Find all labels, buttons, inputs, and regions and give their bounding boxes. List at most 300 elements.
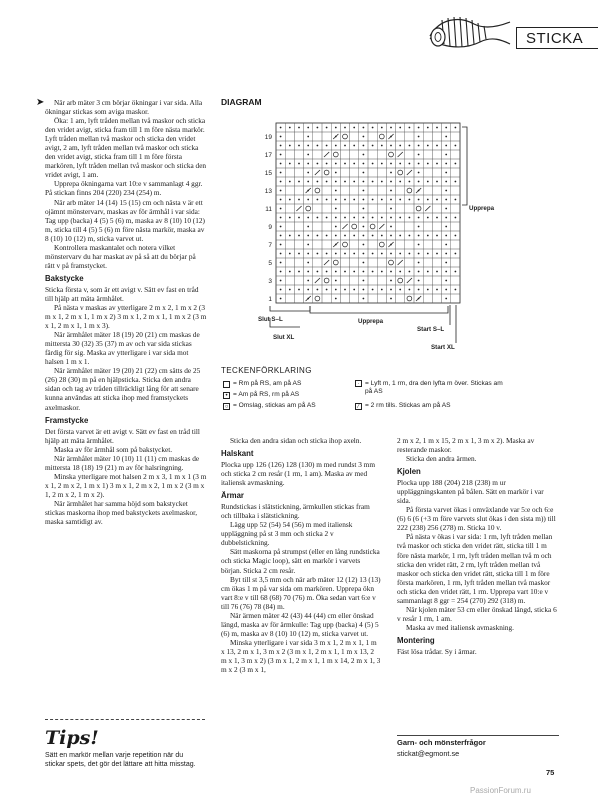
decrease-symbol (306, 188, 311, 193)
purl-dot (372, 127, 374, 129)
purl-dot (307, 127, 309, 129)
chart-cell (377, 294, 386, 303)
purl-dot (353, 127, 355, 129)
chart-cell (340, 186, 349, 195)
chart-cell (313, 258, 322, 267)
purl-dot (455, 127, 457, 129)
footer-email[interactable]: stickat@egmont.se (397, 749, 460, 758)
diagram-title: DIAGRAM (221, 97, 262, 107)
yarnover-symbol (306, 206, 311, 211)
purl-dot (418, 136, 420, 138)
purl-dot (445, 244, 447, 246)
yarnover-symbol (379, 134, 384, 139)
purl-dot (307, 181, 309, 183)
paragraph: När ärmhålet har samma höjd som bakstycket stickas maskorna ihop med bakstyckets axelmaskor, maska samtidigt av. (45, 498, 198, 527)
paragraph: När ärmhålet mäter 10 (10) 11 (11) cm maskas de mittersta 18 (18) 19 (21) m av för halsringning. (45, 453, 200, 472)
chart-cell (368, 294, 377, 303)
purl-dot (335, 127, 337, 129)
purl-dot (280, 199, 282, 201)
purl-dot (418, 127, 420, 129)
purl-dot (307, 280, 309, 282)
chart-cell (350, 276, 359, 285)
footer-heading: Garn- och mönsterfrågor (397, 738, 486, 747)
chart-cell (423, 258, 432, 267)
chart-cell (396, 186, 405, 195)
chart-cell (294, 132, 303, 141)
page-number: 75 (546, 768, 555, 777)
purl-dot (445, 136, 447, 138)
purl-dot (335, 163, 337, 165)
chart-cell (396, 132, 405, 141)
purl-dot (298, 145, 300, 147)
purl-dot (307, 199, 309, 201)
chart-cell (350, 294, 359, 303)
chart-cell (322, 132, 331, 141)
purl-dot (363, 127, 365, 129)
purl-dot (381, 289, 383, 291)
bracket-upprepa (310, 306, 448, 313)
chart-cell (423, 276, 432, 285)
purl-dot (390, 271, 392, 273)
continue-arrow-icon: ➤ (36, 97, 45, 108)
watermark: PassionForum.ru (470, 786, 531, 795)
purl-dot (418, 154, 420, 156)
purl-dot (335, 271, 337, 273)
decrease-symbol (398, 152, 403, 157)
chart-cell (432, 258, 441, 267)
tips-divider (45, 719, 205, 720)
chart-cell (432, 204, 441, 213)
tips-heading: Tips! (45, 727, 99, 749)
purl-dot (280, 253, 282, 255)
purl-dot (445, 262, 447, 264)
paragraph: Minska ytterligare mot halsen 2 m x 3, 1 m x 1 (3 m x 1, 2 m x 2, 1 m x 1) 3 m x 1, 2 m x 2, 1 m x 2 (3 m x 1, 2 m x 2, 1 m x 2). (45, 471, 207, 499)
decrease-symbol (379, 224, 384, 229)
purl-dot (353, 145, 355, 147)
chart-cell (396, 294, 405, 303)
purl-dot (436, 163, 438, 165)
chart-cell (405, 240, 414, 249)
purl-dot (418, 280, 420, 282)
purl-dot (445, 208, 447, 210)
chart-cell (340, 204, 349, 213)
purl-dot (372, 163, 374, 165)
chart-cell (368, 150, 377, 159)
chart-cell (396, 240, 405, 249)
purl-dot (280, 244, 282, 246)
purl-dot (409, 253, 411, 255)
purl-dot (445, 163, 447, 165)
purl-dot (353, 199, 355, 201)
purl-dot (445, 271, 447, 273)
chart-cell (405, 222, 414, 231)
purl-dot (399, 235, 401, 237)
chart-cell (451, 132, 460, 141)
paragraph: 2 m x 2, 1 m x 15, 2 m x 1, 3 m x 2). Maska av resterande maskor. (397, 436, 535, 455)
purl-dot (326, 217, 328, 219)
purl-dot (280, 271, 282, 273)
heading-framstycke: Framstycke (45, 415, 89, 425)
chart-cell (377, 168, 386, 177)
chart-cell (340, 258, 349, 267)
purl-dot (326, 181, 328, 183)
chart-cell (377, 276, 386, 285)
paragraph: På nästa v ökas i var sida: 1 rm, lyft tråden mellan två maskor och sticka den vridet rätt, sticka till 1 m före nästa markör, 1 rm, lyft tråden mellan två m och sticka den vridet rätt, 2 rm, lyft tråden mellan två maskor och sticka den vridet rätt, sticka till 1 m före första markören, 1 rm, lyft tråden mellan två maskor och sticka den vridet rätt, 1 rm. Upprepa vart 10:e v sammanlagt 8 ggr = 254 (270) 292 (318) m. (397, 532, 553, 605)
chart-cell (405, 204, 414, 213)
chart-cell (350, 150, 359, 159)
purl-dot (445, 235, 447, 237)
purl-dot (280, 163, 282, 165)
chart-cell (368, 186, 377, 195)
purl-dot (280, 262, 282, 264)
purl-dot (399, 181, 401, 183)
purl-dot (409, 235, 411, 237)
yarnover-symbol (398, 170, 403, 175)
chart-cell (313, 132, 322, 141)
purl-dot (289, 253, 291, 255)
purl-dot (326, 253, 328, 255)
chart-cell (313, 150, 322, 159)
yarnover-symbol (324, 278, 329, 283)
purl-dot (409, 289, 411, 291)
chart-cell (313, 240, 322, 249)
chart-cell (340, 276, 349, 285)
chart-cell (377, 258, 386, 267)
purl-dot (353, 253, 355, 255)
yarnover-symbol (379, 242, 384, 247)
chart-cell (423, 168, 432, 177)
k2tog-square-icon: ⁄ (355, 403, 362, 410)
purl-dot (335, 298, 337, 300)
purl-dot (455, 217, 457, 219)
heading-kjolen: Kjolen (397, 467, 421, 477)
legend-item-yarnover: ○ = Omslag, stickas am på AS (224, 402, 316, 410)
chart-cell (368, 276, 377, 285)
purl-dot (280, 280, 282, 282)
column-1 (45, 98, 207, 526)
yarnover-symbol (315, 296, 320, 301)
purl-dot (427, 235, 429, 237)
label-start-sl: Start S–L (417, 326, 445, 333)
purl-dot (353, 181, 355, 183)
chart-cell (294, 294, 303, 303)
purl-dot (335, 253, 337, 255)
purl-dot (335, 172, 337, 174)
purl-dot (445, 127, 447, 129)
paragraph: När kjolen mäter 53 cm eller önskad längd, sticka 6 v resår 1 rm, 1 am. (397, 604, 557, 623)
purl-dot (344, 181, 346, 183)
purl-dot (298, 289, 300, 291)
purl-dot (381, 199, 383, 201)
purl-dot (344, 199, 346, 201)
yarnover-symbol (333, 260, 338, 265)
purl-dot (363, 163, 365, 165)
purl-dot (455, 289, 457, 291)
purl-dot (381, 253, 383, 255)
purl-dot (280, 289, 282, 291)
purl-dot (427, 217, 429, 219)
purl-dot (381, 235, 383, 237)
chart-cell (340, 294, 349, 303)
chart-cell (368, 132, 377, 141)
paragraph: Lägg upp 52 (54) 54 (56) m med italiensk uppläggning på st 3 mm och sticka 2 v dubbelstickning. (221, 520, 353, 548)
chart-cell (294, 168, 303, 177)
purl-dot (390, 190, 392, 192)
purl-dot (344, 163, 346, 165)
decrease-symbol (416, 188, 421, 193)
knitting-chart (230, 113, 495, 353)
purl-dot (326, 199, 328, 201)
row-label: 19 (264, 133, 272, 141)
purl-dot (390, 172, 392, 174)
chart-cell (377, 204, 386, 213)
chart-cell (294, 258, 303, 267)
paragraph: Sätt maskorna på strumpst (eller en lång rundsticka och sticka Magic loop), sätt en markör i varvets början. Sticka 2 cm resår. (221, 547, 380, 575)
chart-cell (350, 240, 359, 249)
purl-dot (335, 289, 337, 291)
purl-dot (280, 127, 282, 129)
purl-dot (436, 253, 438, 255)
decrease-symbol (306, 296, 311, 301)
yarnover-symbol (389, 152, 394, 157)
purl-dot (363, 289, 365, 291)
purl-dot (344, 145, 346, 147)
purl-dot (307, 253, 309, 255)
chart-cell (285, 240, 294, 249)
paragraph: När arb mäter 14 (14) 15 (15) cm och nästa v är ett ojämnt mönstervarv, maskas av för ärmhål i var sida: Tag upp (backa) 4 (5) 5 (6) m, maska av 8 (10) 10 (12) m, sticka till 4 (5) 5 (6) m före nästa markör, maska av 8 (10) 10 (12) m, sticka varvet ut. (45, 197, 205, 243)
chart-cell (377, 186, 386, 195)
heading-armar: Ärmar (221, 491, 244, 501)
purl-dot (445, 280, 447, 282)
chart-cell (451, 150, 460, 159)
purl-dot (317, 181, 319, 183)
chart-cell (285, 204, 294, 213)
chart-cell (285, 258, 294, 267)
purl-dot (335, 226, 337, 228)
purl-dot (372, 181, 374, 183)
purl-dot (335, 199, 337, 201)
purl-dot (372, 235, 374, 237)
chart-cell (405, 132, 414, 141)
chart-cell (405, 150, 414, 159)
repeat-label-right: Upprepa (469, 205, 495, 212)
row-label: 15 (264, 169, 272, 177)
chart-cell (423, 222, 432, 231)
chart-cell (368, 204, 377, 213)
purl-dot (307, 217, 309, 219)
purl-dot (307, 289, 309, 291)
purl-dot (445, 154, 447, 156)
yarnover-symbol (343, 242, 348, 247)
paragraph: När ärmhålet mäter 19 (20) 21 (22) cm sätts de 25 (26) 28 (30) m på en hjälpsticka. Sticka den andra sidan och tag av tråden tillräckligt lång för att senare kunna användas att sticka ihop med framstyckets axelmaskor. (45, 366, 201, 412)
paragraph: Maska av för ärmhål som på bakstycket. (54, 444, 173, 454)
paragraph: Öka: 1 am, lyft tråden mellan två maskor och sticka den vridet avigt, sticka fram till 1 m före nästa markör. Lyft tråden mellan två maskor och sticka den vridet avigt, 2 am, lyft tråden mellan två maskor och sticka den vridet avigt, sticka fram till 1 m före första markören, lyft tråden mellan två maskor och sticka den vridet avigt, 1 am. (45, 116, 207, 180)
chart-cell (432, 276, 441, 285)
purl-dot (427, 271, 429, 273)
yarnover-symbol (333, 152, 338, 157)
decrease-symbol (324, 152, 329, 157)
purl-dot (445, 298, 447, 300)
purl-dot (390, 163, 392, 165)
chart-cell (377, 150, 386, 159)
empty-square-icon (223, 381, 230, 388)
purl-dot (381, 181, 383, 183)
purl-dot (307, 226, 309, 228)
label-start-xl: Start XL (431, 344, 455, 351)
chart-cell (294, 240, 303, 249)
purl-dot (381, 127, 383, 129)
decrease-symbol (324, 260, 329, 265)
chart-cell (294, 222, 303, 231)
purl-dot (326, 127, 328, 129)
purl-dot (344, 235, 346, 237)
purl-dot (363, 190, 365, 192)
purl-dot (436, 217, 438, 219)
purl-dot (418, 262, 420, 264)
purl-dot (409, 145, 411, 147)
purl-dot (436, 289, 438, 291)
purl-dot (280, 235, 282, 237)
purl-dot (335, 280, 337, 282)
purl-dot (409, 127, 411, 129)
purl-dot (307, 172, 309, 174)
purl-dot (289, 289, 291, 291)
paragraph: Upprepa ökningarna vart 10:e v sammanlagt 4 ggr. På stickan finns 204 (220) 234 (254) m. (45, 179, 203, 198)
purl-dot (445, 145, 447, 147)
bracket-slut-sl (270, 306, 310, 311)
chart-cell (423, 240, 432, 249)
purl-dot (436, 145, 438, 147)
column-2 (221, 436, 381, 674)
row-label: 9 (268, 223, 272, 231)
chart-cell (350, 168, 359, 177)
purl-dot (409, 217, 411, 219)
row-label: 7 (268, 241, 272, 249)
paragraph: När ärmhålet mäter 18 (19) 20 (21) cm maskas de mittersta 30 (32) 35 (37) m av och var sida stickas färdig för sig. Maska av ytterligare i var sida mot halsen 1 m x 1. (45, 330, 200, 367)
purl-dot (390, 181, 392, 183)
circle-square-icon: ○ (224, 403, 229, 410)
yarnover-symbol (324, 170, 329, 175)
decrease-symbol (296, 206, 301, 211)
purl-dot (280, 190, 282, 192)
purl-dot (363, 136, 365, 138)
purl-dot (307, 145, 309, 147)
decrease-symbol (416, 296, 421, 301)
purl-dot (409, 271, 411, 273)
chart-cell (350, 186, 359, 195)
decrease-symbol (388, 242, 393, 247)
paragraph: Det första varvet är ett avigt v. Sätt ev fast en tråd till hjälp att mäta ärmhålet. (45, 426, 200, 445)
purl-dot (372, 145, 374, 147)
chart-cell (322, 222, 331, 231)
purl-dot (298, 127, 300, 129)
purl-dot (445, 253, 447, 255)
heading-bakstycke: Bakstycke (45, 273, 84, 283)
purl-dot (390, 127, 392, 129)
purl-dot (445, 199, 447, 201)
purl-dot (289, 271, 291, 273)
purl-dot (307, 163, 309, 165)
paragraph: Sticka första v, som är ett avigt v. Sätt ev fast en tråd till hjälp att mäta ärmhålet. (45, 284, 199, 303)
purl-dot (363, 226, 365, 228)
purl-dot (363, 181, 365, 183)
purl-dot (307, 235, 309, 237)
purl-dot (399, 217, 401, 219)
chart-cell (322, 240, 331, 249)
heading-halskant: Halskant (221, 449, 254, 459)
purl-dot (418, 217, 420, 219)
chart-cell (350, 258, 359, 267)
purl-dot (289, 217, 291, 219)
purl-dot (280, 136, 282, 138)
chart-cell (368, 258, 377, 267)
chart-cell (368, 168, 377, 177)
chart-cell (285, 294, 294, 303)
purl-dot (372, 253, 374, 255)
purl-dot (455, 163, 457, 165)
purl-dot (427, 289, 429, 291)
chart-cell (322, 204, 331, 213)
decrease-symbol (398, 260, 403, 265)
purl-dot (390, 253, 392, 255)
paragraph: Plocka upp 188 (204) 218 (238) m ur uppläggningskanten på bålen. Sätt en markör i var sida. (397, 478, 544, 506)
chart-cell (294, 276, 303, 285)
chart-cell (294, 150, 303, 159)
purl-dot (317, 289, 319, 291)
purl-dot (399, 289, 401, 291)
purl-dot (372, 199, 374, 201)
purl-dot (399, 253, 401, 255)
purl-dot (353, 235, 355, 237)
purl-dot (409, 163, 411, 165)
purl-dot (363, 172, 365, 174)
purl-dot (427, 199, 429, 201)
purl-dot (418, 235, 420, 237)
paragraph: Plocka upp 126 (126) 128 (130) m med rundst 3 mm och sticka 2 cm resår (1 rm, 1 am). Maska av med italiensk avmaskning. (221, 460, 376, 488)
decrease-symbol (333, 242, 338, 247)
label-slut-xl: Slut XL (273, 334, 295, 341)
purl-dot (344, 217, 346, 219)
chart-cell (432, 294, 441, 303)
chart-cell (451, 240, 460, 249)
purl-dot (289, 235, 291, 237)
purl-dot (363, 217, 365, 219)
chart-cell (451, 258, 460, 267)
purl-dot (298, 253, 300, 255)
chart-cell (396, 204, 405, 213)
chart-cell (285, 222, 294, 231)
purl-dot (298, 163, 300, 165)
purl-dot (418, 199, 420, 201)
purl-dot (363, 298, 365, 300)
chart-cell (423, 132, 432, 141)
purl-dot (280, 217, 282, 219)
chart-cell (432, 240, 441, 249)
purl-dot (390, 235, 392, 237)
purl-dot (363, 253, 365, 255)
repeat-bracket (462, 127, 467, 205)
decrease-symbol (407, 278, 412, 283)
decrease-symbol (315, 170, 320, 175)
chart-cell (432, 222, 441, 231)
purl-dot (353, 271, 355, 273)
purl-dot (289, 163, 291, 165)
decrease-symbol (315, 278, 320, 283)
purl-dot (399, 145, 401, 147)
chart-cell (285, 132, 294, 141)
purl-dot (445, 181, 447, 183)
purl-dot (326, 289, 328, 291)
